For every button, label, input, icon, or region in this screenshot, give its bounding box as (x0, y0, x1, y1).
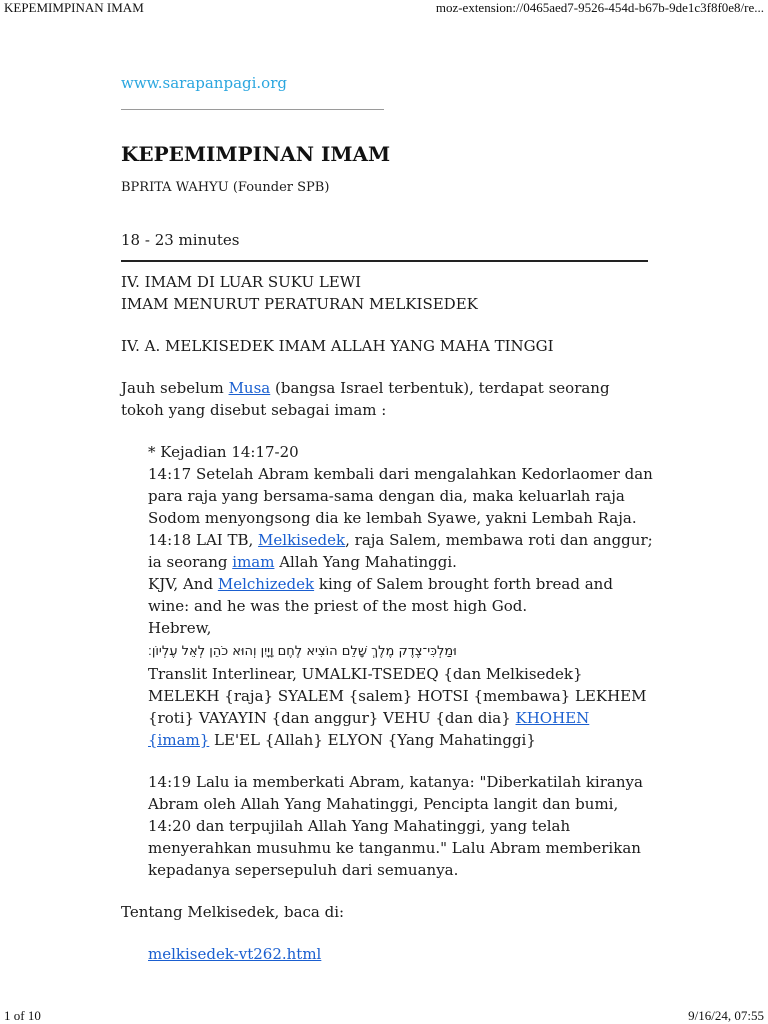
article-title: KEPEMIMPINAN IMAM (121, 142, 391, 166)
article-byline: BPRITA WAHYU (Founder SPB) (121, 180, 330, 195)
article-divider (121, 260, 648, 262)
header-divider (121, 109, 384, 110)
link-imam[interactable]: imam (232, 553, 275, 571)
print-datetime: 9/16/24, 07:55 (688, 1008, 764, 1023)
article-body (121, 271, 653, 965)
about-melkisedek: Tentang Melkisedek, baca di: (121, 903, 345, 921)
scripture-ref: * Kejadian 14:17-20 (148, 443, 299, 461)
translit-interlinear: Translit Interlinear, UMALKI-TSEDEQ {dan Melkisedek} MELEKH {raja} SYALEM {salem} HOTSI {membawa} LEKHEM {roti} VAYAYIN {dan anggur} VEHU {dan dia} KHOHEN {imam} LE'EL {Allah} ELYON {Yang Mahatinggi} (148, 665, 647, 749)
read-time: 18 - 23 minutes (121, 231, 240, 249)
heading-line-2: IMAM MENURUT PERATURAN MELKISEDEK (121, 295, 478, 313)
print-header-url: moz-extension://0465aed7-9526-454d-b67b-9de1c3f8f0e8/re... (435, 0, 764, 15)
heading-line-1: IV. IMAM DI LUAR SUKU LEWI (121, 273, 362, 291)
link-melkisedek[interactable]: Melkisedek (258, 531, 346, 549)
verse-14-19: 14:19 Lalu ia memberkati Abram, katanya: "Diberkatilah kiranya Abram oleh Allah Yang Mahatinggi, Pencipta langit dan bumi, (148, 773, 643, 813)
link-khohen[interactable]: KHOHEN {imam} (148, 709, 590, 749)
page-counter: 1 of 10 (4, 1008, 41, 1023)
link-melkisedek-page[interactable]: melkisedek-vt262.html (148, 945, 322, 963)
verse-14-20: 14:20 dan terpujilah Allah Yang Mahatinggi, yang telah menyerahkan musuhmu ke tanganmu." Lalu Abram memberikan kepadanya sepersepuluh dari semuanya. (148, 817, 641, 879)
print-footer (0, 1008, 768, 1024)
verse-14-17: 14:17 Setelah Abram kembali dari mengalahkan Kedorlaomer dan para raja yang bersama-sama dengan dia, maka keluarlah raja Sodom menyongsong dia ke lembah Syawe, yakni Lembah Raja. (148, 465, 653, 527)
print-header-title: KEPEMIMPINAN IMAM (4, 0, 144, 15)
scripture-block (121, 441, 653, 881)
verse-14-18: 14:18 LAI TB, Melkisedek, raja Salem, membawa roti dan anggur; ia seorang imam Allah Yang Mahatinggi. (148, 531, 653, 571)
print-header (0, 0, 768, 16)
link-musa[interactable]: Musa (228, 379, 271, 397)
hebrew-verse: וּמַלְכִּי־צֶדֶק מֶלֶךְ שָׁלֵם הוֹצִיא לֶחֶם וָיָיִן וְהוּא כֹהֵן לְאֵל עֶלְיוֹן׃ (148, 644, 457, 659)
link-melchizedek[interactable]: Melchizedek (217, 575, 315, 593)
hebrew-label: Hebrew, (148, 619, 212, 637)
about-link-line (121, 943, 653, 965)
site-link[interactable]: www.sarapanpagi.org (121, 74, 287, 92)
hebrew-verse-line (148, 639, 653, 663)
kjv-verse: KJV, And Melchizedek king of Salem brought forth bread and wine: and he was the priest of the most high God. (148, 575, 613, 615)
section-heading: IV. A. MELKISEDEK IMAM ALLAH YANG MAHA TINGGI (121, 337, 554, 355)
intro-paragraph: Jauh sebelum Musa (bangsa Israel terbentuk), terdapat seorang tokoh yang disebut sebagai imam : (121, 379, 610, 419)
